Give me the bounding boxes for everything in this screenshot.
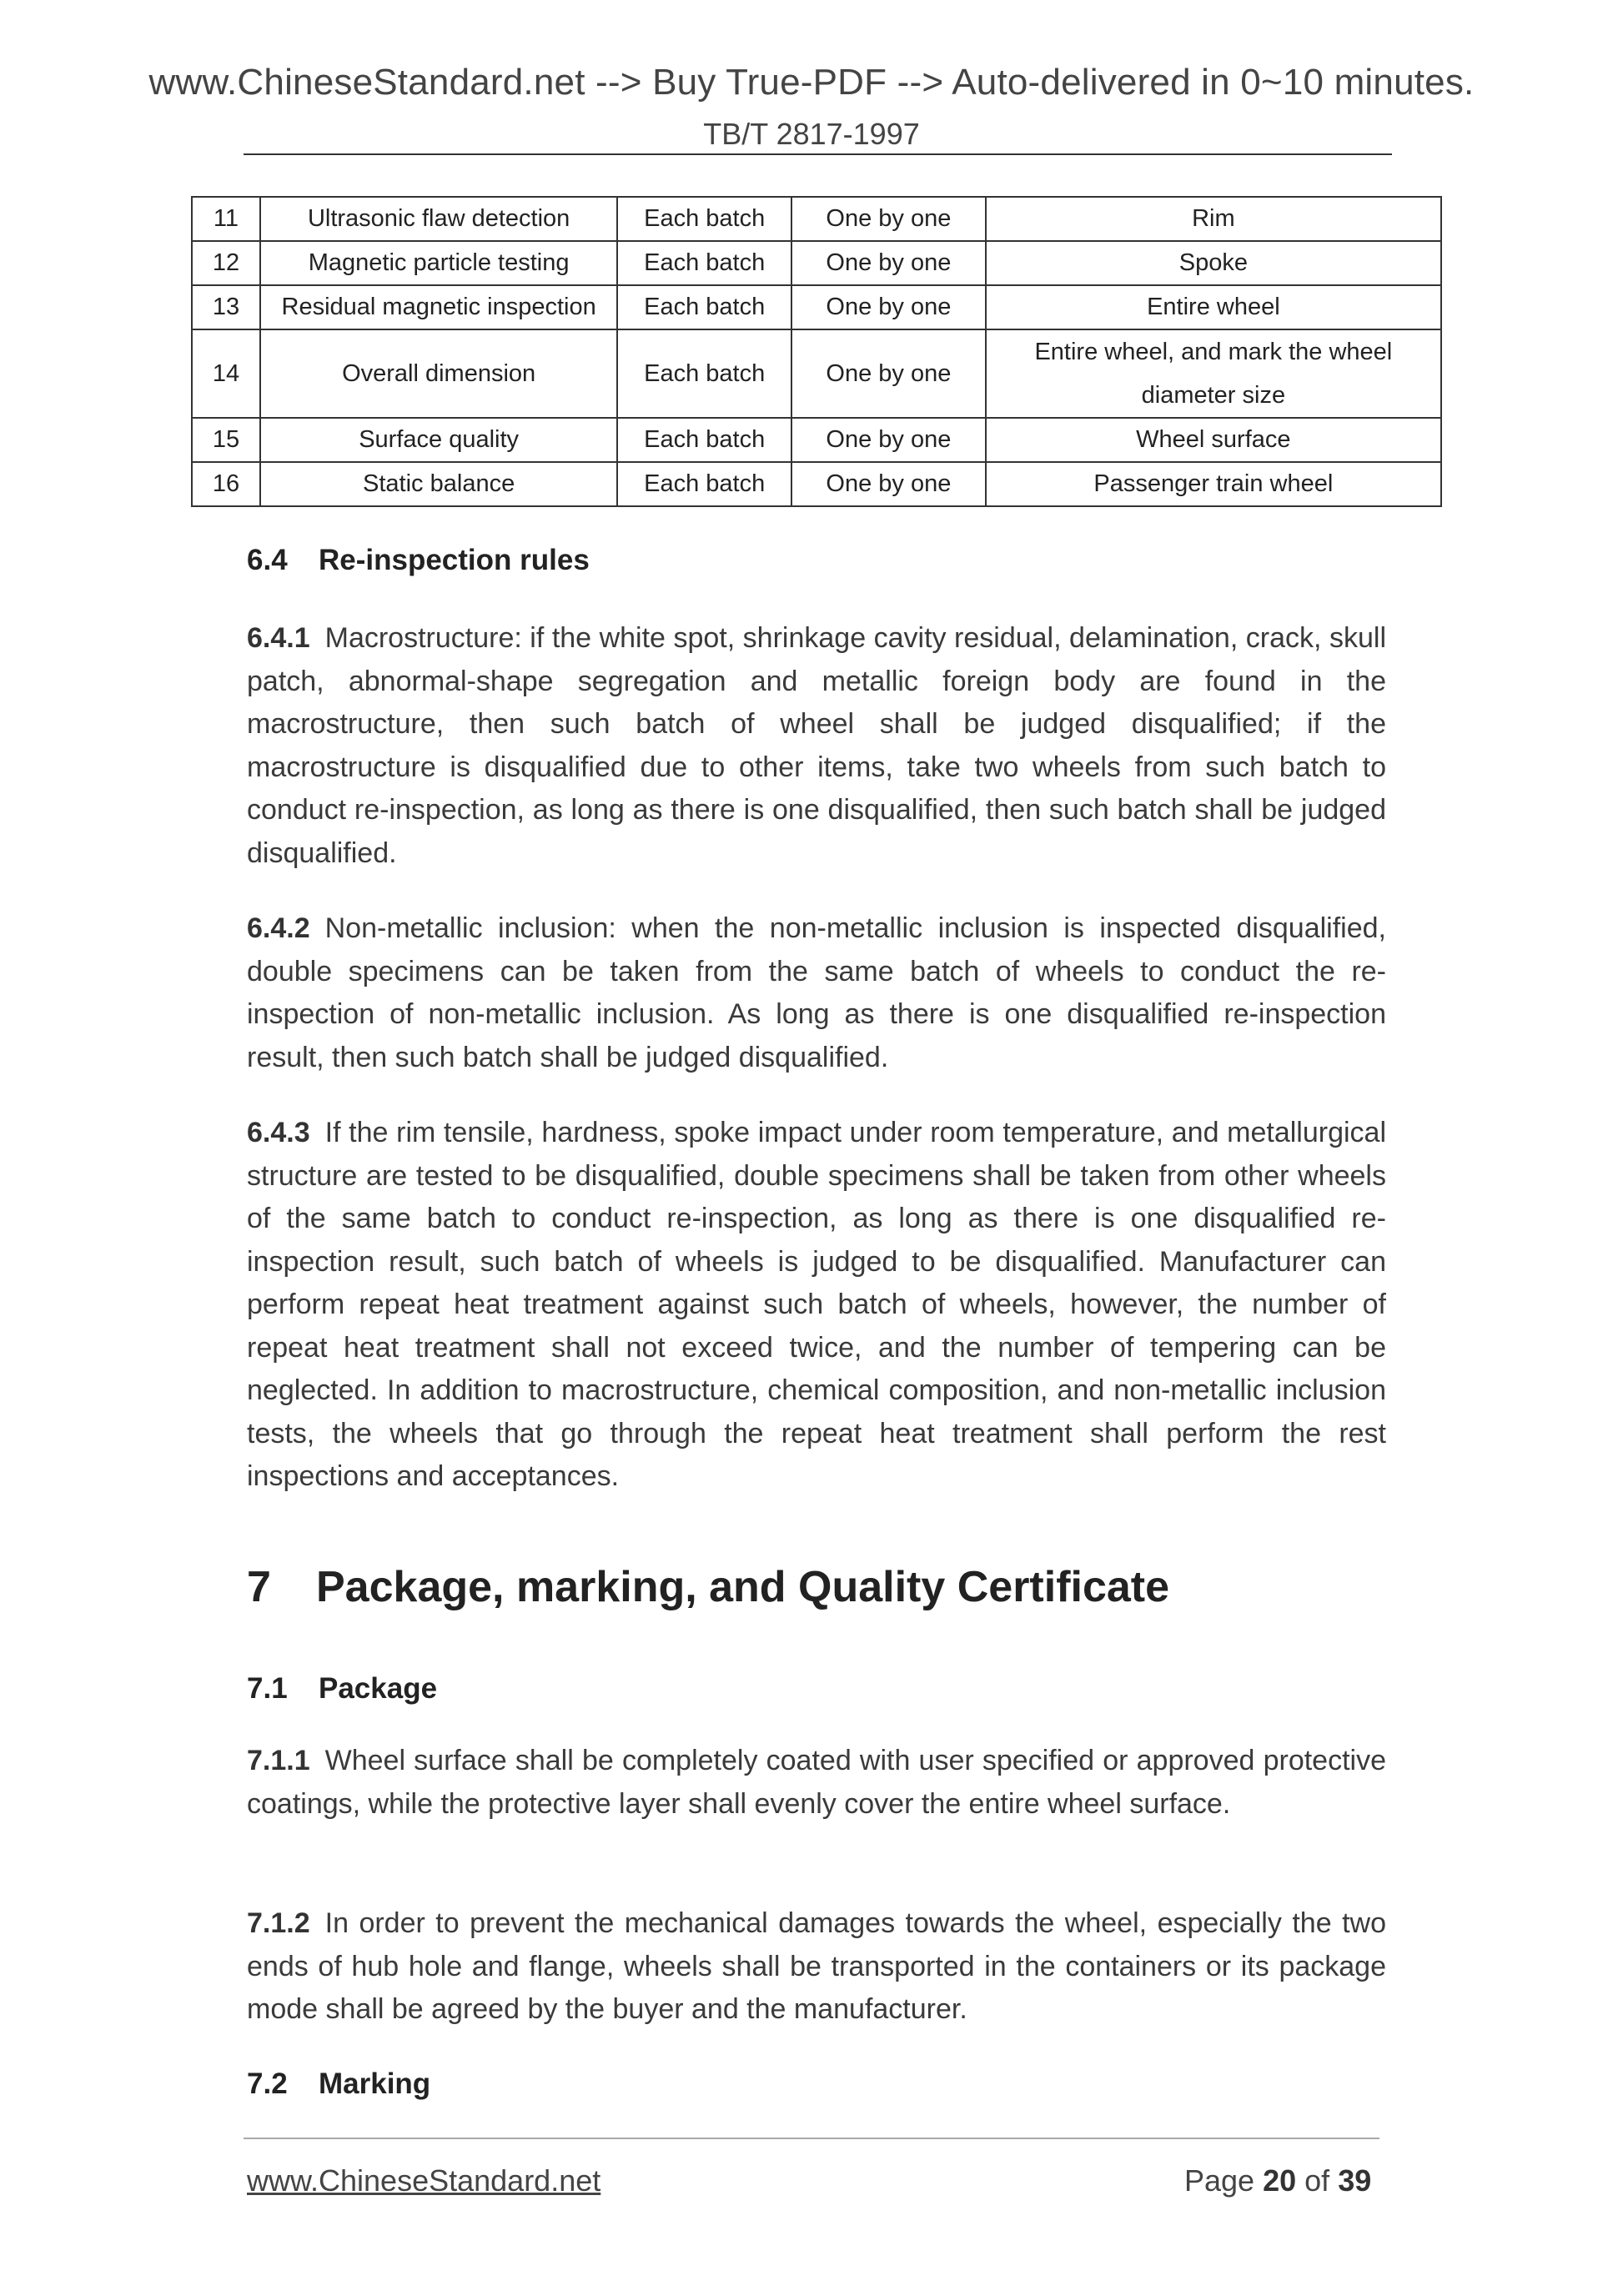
table-cell-quantity: One by one [791, 329, 986, 418]
table-cell-batch: Each batch [617, 285, 791, 329]
page-total: 39 [1338, 2163, 1372, 2198]
table-cell-item: Surface quality [260, 418, 617, 462]
heading-number: 6.4 [247, 544, 288, 576]
heading-number: 7 [247, 1563, 271, 1611]
heading-6-4 [247, 544, 590, 577]
heading-7-1 [247, 1672, 437, 1706]
table-cell-location: Wheel surface [986, 418, 1441, 462]
clause-text: Wheel surface shall be completely coated with user specified or approved protective coatings, while the protective layer shall evenly cover the entire wheel surface. [247, 1745, 1386, 1820]
heading-title: Package, marking, and Quality Certificate [316, 1563, 1170, 1611]
table-cell-item: Residual magnetic inspection [260, 285, 617, 329]
table-row [192, 285, 1441, 329]
header-divider [244, 153, 1392, 155]
paragraph-6-4-1 [247, 617, 1386, 875]
page-indicator [1184, 2163, 1371, 2198]
table-row [192, 197, 1441, 241]
table-cell-location: Entire wheel [986, 285, 1441, 329]
table-cell-no: 14 [192, 329, 260, 418]
heading-title: Re-inspection rules [319, 544, 590, 576]
page-of: of [1304, 2163, 1330, 2198]
clause-number: 6.4.1 [247, 622, 310, 654]
table-cell-location: Passenger train wheel [986, 462, 1441, 506]
clause-number: 7.1.2 [247, 1907, 310, 1939]
clause-number: 7.1.1 [247, 1745, 310, 1776]
heading-7-2 [247, 2067, 430, 2101]
heading-number: 7.2 [247, 2067, 288, 2100]
table-cell-batch: Each batch [617, 197, 791, 241]
table-cell-no: 15 [192, 418, 260, 462]
table-cell-quantity: One by one [791, 418, 986, 462]
table-cell-location: Entire wheel, and mark the wheel diameter size [986, 329, 1441, 418]
table-cell-item: Static balance [260, 462, 617, 506]
table-cell-quantity: One by one [791, 241, 986, 285]
heading-title: Marking [319, 2067, 431, 2100]
table-cell-item: Ultrasonic flaw detection [260, 197, 617, 241]
heading-number: 7.1 [247, 1672, 288, 1705]
table-cell-quantity: One by one [791, 197, 986, 241]
clause-text: In order to prevent the mechanical damages towards the wheel, especially the two ends of hub hole and flange, wheels shall be transported in the containers or its package mode shall be agreed by the buyer and the manufacturer. [247, 1907, 1386, 2025]
clause-number: 6.4.3 [247, 1117, 310, 1148]
table-cell-no: 16 [192, 462, 260, 506]
table-cell-quantity: One by one [791, 462, 986, 506]
paragraph-7-1-2 [247, 1902, 1386, 2032]
clause-number: 6.4.2 [247, 912, 310, 944]
header-banner: www.ChineseStandard.net --> Buy True-PDF --> Auto-delivered in 0~10 minutes. [148, 62, 1475, 103]
table-row [192, 462, 1441, 506]
table-cell-batch: Each batch [617, 329, 791, 418]
table-cell-item: Overall dimension [260, 329, 617, 418]
footer-site-link[interactable]: www.ChineseStandard.net [247, 2163, 601, 2198]
paragraph-6-4-2 [247, 907, 1386, 1079]
page-current: 20 [1263, 2163, 1297, 2198]
table-cell-no: 12 [192, 241, 260, 285]
clause-text: Non-metallic inclusion: when the non-metallic inclusion is inspected disqualified, double specimens can be taken from the same batch of wheels to conduct the re-inspection of non-metallic inclusion. As long as there is one disqualified re-inspection result, then such batch shall be judged disqualified. [247, 912, 1386, 1073]
table-cell-quantity: One by one [791, 285, 986, 329]
table-row [192, 241, 1441, 285]
heading-title: Package [319, 1672, 438, 1705]
table-cell-batch: Each batch [617, 418, 791, 462]
paragraph-7-1-1 [247, 1740, 1386, 1826]
table-cell-no: 13 [192, 285, 260, 329]
table-cell-batch: Each batch [617, 462, 791, 506]
footer-divider [244, 2138, 1379, 2139]
table-cell-location: Spoke [986, 241, 1441, 285]
table-row [192, 418, 1441, 462]
standard-code: TB/T 2817-1997 [703, 117, 920, 151]
paragraph-6-4-3 [247, 1112, 1386, 1499]
table-cell-location: Rim [986, 197, 1441, 241]
table-cell-item: Magnetic particle testing [260, 241, 617, 285]
clause-text: If the rim tensile, hardness, spoke impact under room temperature, and metallurgical structure are tested to be disqualified, double specimens shall be taken from other wheels of the same batch to conduct re-inspection, as long as there is one disqualified re-inspection result, such batch of wheels is judged to be disqualified. Manufacturer can perform repeat heat treatment against such batch of wheels, however, the number of repeat heat treatment shall not exceed twice, and the number of tempering can be neglected. In addition to macrostructure, chemical composition, and non-metallic inclusion tests, the wheels that go through the repeat heat treatment shall perform the rest inspections and acceptances. [247, 1117, 1386, 1492]
table-cell-batch: Each batch [617, 241, 791, 285]
heading-7 [247, 1562, 1169, 1612]
table-row [192, 329, 1441, 418]
clause-text: Macrostructure: if the white spot, shrinkage cavity residual, delamination, crack, skull patch, abnormal-shape segregation and metallic foreign body are found in the macrostructure, then such batch of wheel shall be judged disqualified; if the macrostructure is disqualified due to other items, take two wheels from such batch to conduct re-inspection, as long as there is one disqualified, then such batch shall be judged disqualified. [247, 622, 1386, 869]
table-cell-no: 11 [192, 197, 260, 241]
inspection-table [191, 196, 1442, 507]
page-word: Page [1184, 2163, 1255, 2198]
